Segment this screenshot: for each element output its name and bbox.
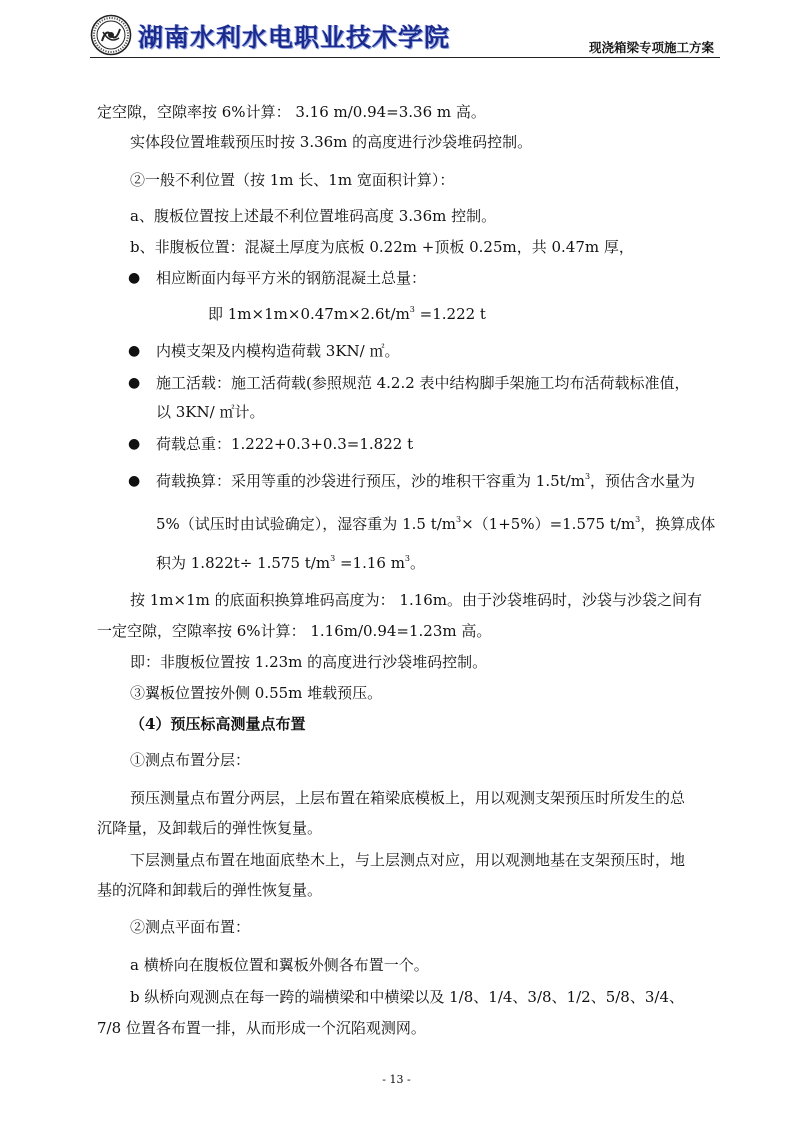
page-number: - 13 - bbox=[382, 1073, 411, 1086]
college-seal-icon bbox=[90, 14, 132, 56]
section-heading: （4）预压标高测量点布置 bbox=[130, 715, 306, 733]
bullet-icon: ● bbox=[128, 436, 141, 452]
body-line: 以 3KN/ ㎡计。 bbox=[156, 403, 265, 421]
body-line: 预压测量点布置分两层，上层布置在箱梁底模板上，用以观测支架预压时所发生的总 bbox=[130, 789, 686, 807]
bullet-icon: ● bbox=[128, 343, 141, 359]
body-line: ②测点平面布置： bbox=[130, 918, 251, 936]
page-header bbox=[90, 14, 720, 58]
body-line: 即：非腹板位置按 1.23m 的高度进行沙袋堆码控制。 bbox=[130, 653, 488, 671]
body-line: 7/8 位置各布置一排，从而形成一个沉陷观测网。 bbox=[97, 1019, 426, 1037]
bullet-icon: ● bbox=[128, 473, 141, 489]
body-line: 5%（试压时由试验确定），湿容重为 1.5 $t/m^3\times(1+5\%)=1.575$ $t/m^3$，换算成体 bbox=[156, 515, 716, 533]
body-line: b 纵桥向观测点在每一跨的端横梁和中横梁以及 1/8、1/4、3/8、1/2、5/8、3/4、 bbox=[130, 988, 684, 1006]
bullet-icon: ● bbox=[128, 375, 141, 391]
body-line: 积为 1.822t÷ 1.575 $t/m^3 =1.16$ $m^3$。 bbox=[156, 554, 426, 572]
bullet-icon: ● bbox=[128, 270, 141, 286]
body-line: 实体段位置堆载预压时按 3.36m 的高度进行沙袋堆码控制。 bbox=[130, 133, 533, 151]
body-line: 相应断面内每平方米的钢筋混凝土总量： bbox=[156, 269, 427, 287]
body-line: 基的沉降和卸载后的弹性恢复量。 bbox=[97, 881, 323, 899]
body-line: 下层测量点布置在地面底垫木上，与上层测点对应，用以观测地基在支架预压时，地 bbox=[130, 851, 686, 869]
body-line: 沉降量，及卸载后的弹性恢复量。 bbox=[97, 819, 323, 837]
body-line: 荷载总重：1.222+0.3+0.3=1.822 t bbox=[156, 435, 414, 453]
body-line: 内模支架及内模构造荷载 3KN/ ㎡。 bbox=[156, 342, 400, 360]
college-name-logo: 湖南水利水电职业技术学院 bbox=[138, 23, 451, 52]
formula-line: 即 $1m\times 1m\times 0.47m\times 2.6t/m^3 =1.222$ t bbox=[208, 305, 486, 323]
body-line: ①测点布置分层： bbox=[130, 751, 251, 769]
document-title: 现浇箱梁专项施工方案 bbox=[588, 40, 714, 55]
body-line: 一定空隙，空隙率按 6%计算： 1.16m/0.94=1.23m 高。 bbox=[97, 622, 492, 640]
body-line: a、腹板位置按上述最不利位置堆码高度 3.36m 控制。 bbox=[130, 207, 497, 225]
body-line: a 横桥向在腹板位置和翼板外侧各布置一个。 bbox=[130, 956, 429, 974]
body-line: 按 1m×1m 的底面积换算堆码高度为： 1.16m。由于沙袋堆码时，沙袋与沙袋之间有 bbox=[130, 591, 703, 609]
body-line: 定空隙，空隙率按 6%计算： 3.16 m/0.94=3.36 m 高。 bbox=[97, 103, 486, 121]
body-line: 施工活载：施工活荷载(参照规范 4.2.2 表中结构脚手架施工均布活荷载标准值， bbox=[156, 374, 690, 392]
header-divider bbox=[90, 57, 720, 58]
body-line: ③翼板位置按外侧 0.55m 堆载预压。 bbox=[130, 684, 383, 702]
body-line: 荷载换算：采用等重的沙袋进行预压，沙的堆积干容重为 $1.5t/m^3$，预估含水量为 bbox=[156, 472, 696, 490]
body-line: b、非腹板位置：混凝土厚度为底板 0.22m +顶板 0.25m，共 0.47m 厚， bbox=[130, 238, 634, 256]
body-line: ②一般不利位置（按 1m 长、1m 宽面积计算）： bbox=[130, 171, 455, 189]
